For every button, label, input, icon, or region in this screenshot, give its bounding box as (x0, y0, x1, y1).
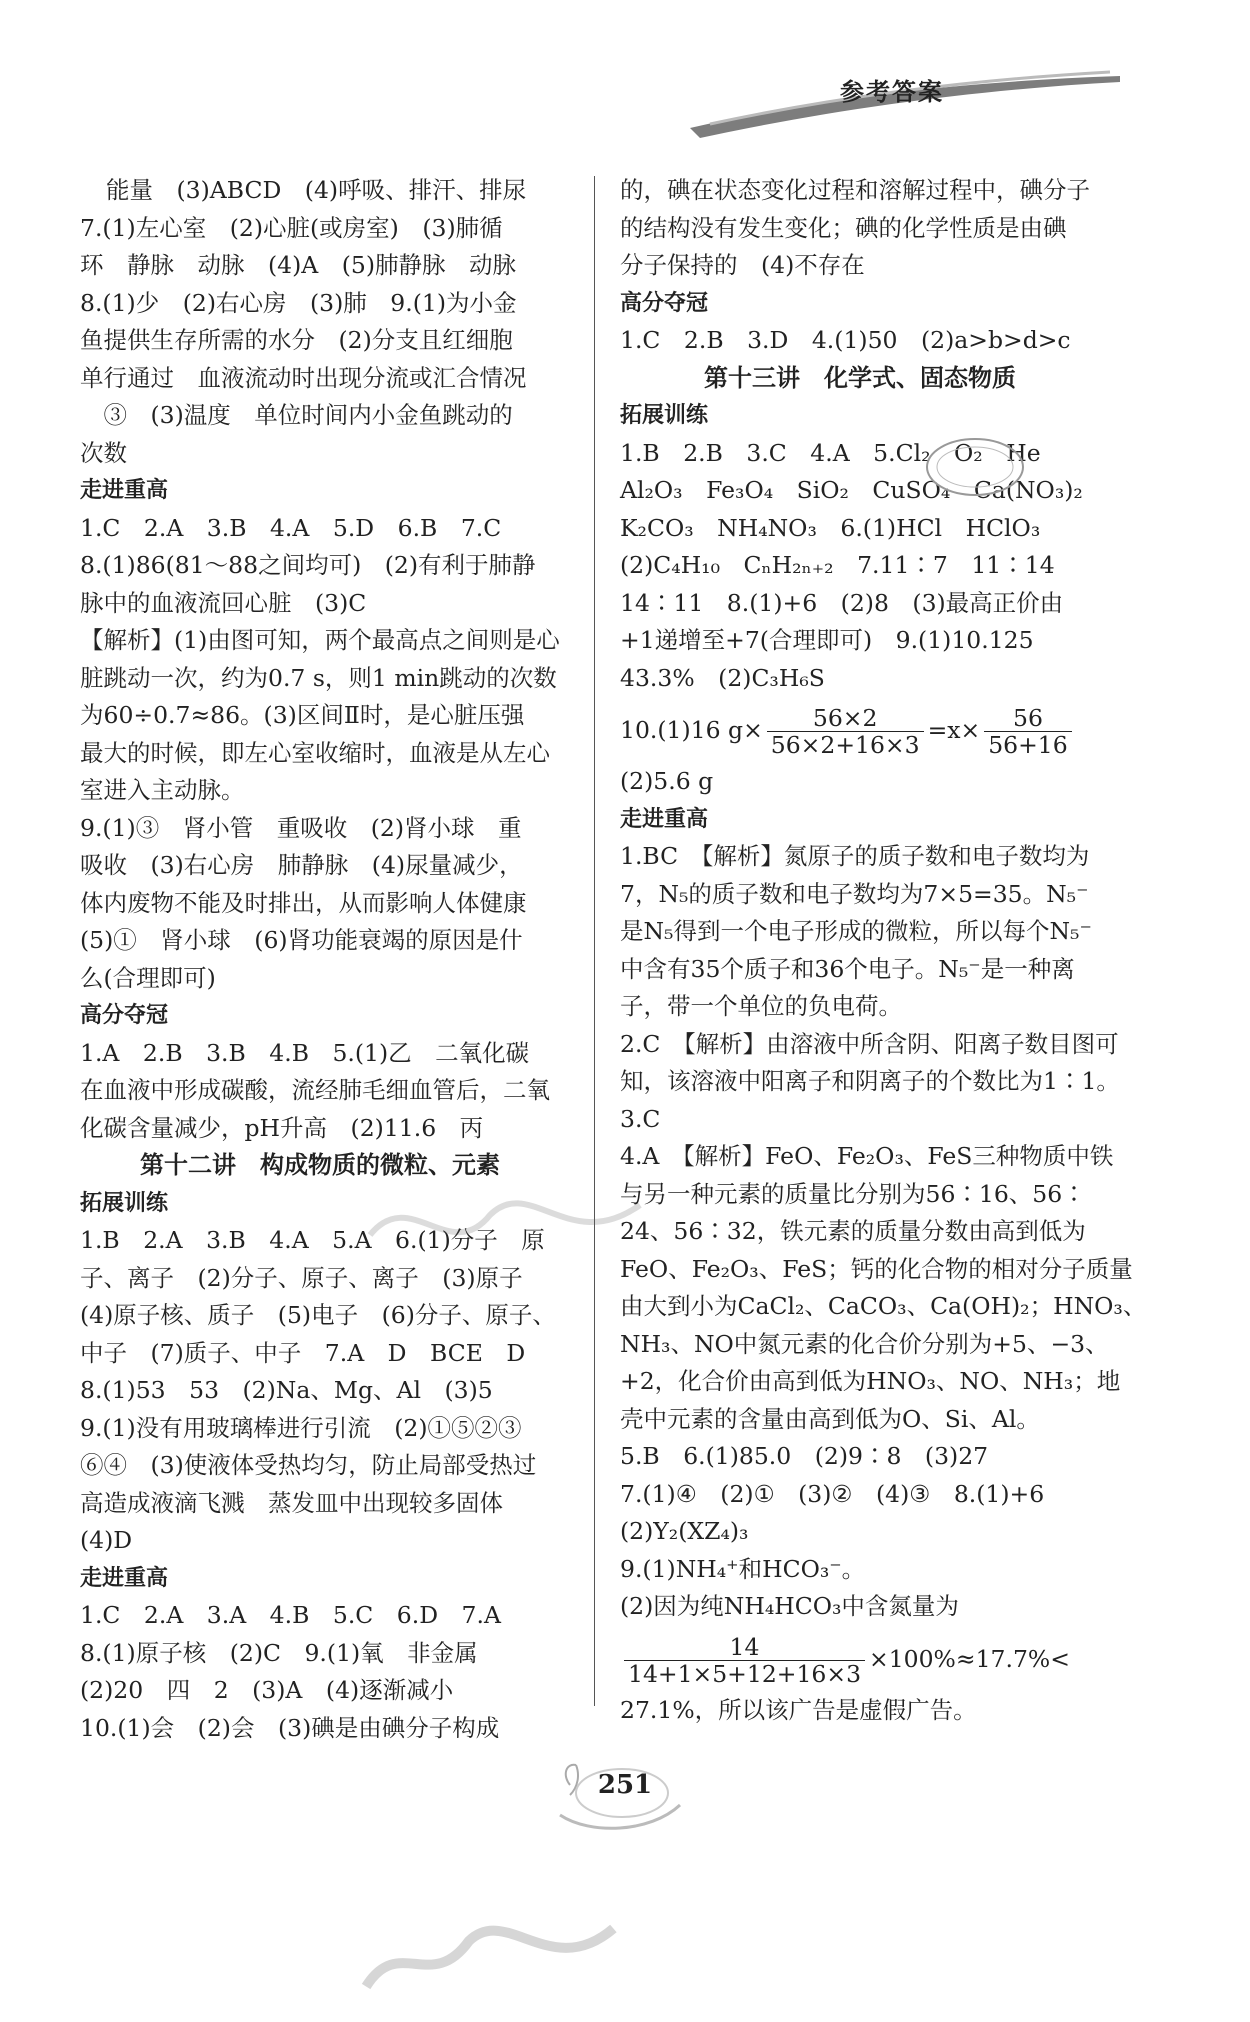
answer-line: (2)C₄H₁₀ CₙH₂ₙ₊₂ 7.11∶7 11∶14 (620, 551, 1055, 579)
answer-line: 43.3% (2)C₃H₆S (620, 663, 825, 692)
answer-line: 吸收 (3)右心房 肺静脉 (4)尿量减少， (80, 851, 523, 879)
answer-line: 为60÷0.7≈86。(3)区间Ⅱ时，是心脏压强 (80, 701, 525, 729)
answer-line: 2.C 【解析】由溶液中所含阴、阳离子数目图可 (620, 1029, 1119, 1058)
answer-line: 么(合理即可) (80, 963, 216, 992)
answer-line: 知，该溶液中阳离子和阴离子的个数比为1∶1。 (620, 1067, 1120, 1095)
answer-line: 次数 (80, 438, 127, 467)
answer-line: 7.(1)左心室 (2)心脏(或房室) (3)肺循 (80, 213, 503, 242)
page-number: 251 (597, 1770, 653, 1800)
answer-line: (4)原子核、质子 (5)电子 (6)分子、原子、 (80, 1301, 556, 1329)
answer-line: 27.1%，所以该广告是虚假广告。 (620, 1695, 977, 1724)
answer-line: 室进入主动脉。 (80, 776, 245, 804)
answer-line: 鱼提供生存所需的水分 (2)分支且红细胞 (80, 326, 513, 354)
answer-line: 24、56∶32，铁元素的质量分数由高到低为 (620, 1217, 1086, 1245)
answer-line: (2)20 四 2 (3)A (4)逐渐减小 (80, 1676, 454, 1704)
formula-middle: =x× (927, 716, 981, 744)
answer-line: 化碳含量减少，pH升高 (2)11.6 丙 (80, 1113, 484, 1142)
section-heading: 拓展训练 (80, 1190, 169, 1216)
answer-line: (2)因为纯NH₄HCO₃中含氮量为 (620, 1592, 959, 1620)
answer-line: (2)5.6 g (620, 767, 714, 795)
fraction (767, 705, 924, 758)
fraction (984, 705, 1072, 758)
answer-line: NH₃、NO中氮元素的化合价分别为+5、−3、 (620, 1329, 1109, 1358)
answer-line: 脏跳动一次，约为0.7 s，则1 min跳动的次数 (80, 663, 557, 692)
answer-line: 中含有35个质子和36个电子。N₅⁻是一种离 (620, 954, 1075, 983)
section-heading: 拓展训练 (620, 403, 709, 428)
answer-line: +1递增至+7(合理即可) 9.(1)10.125 (620, 626, 1034, 654)
answer-line: 8.(1)原子核 (2)C 9.(1)氧 非金属 (80, 1638, 478, 1667)
answer-line: 1.A 2.B 3.B 4.B 5.(1)乙 二氧化碳 (80, 1038, 530, 1067)
left-column (80, 172, 560, 1747)
answer-line: 由大到小为CaCl₂、CaCO₃、Ca(OH)₂；HNO₃、 (620, 1292, 1147, 1320)
answer-line: 8.(1)53 53 (2)Na、Mg、Al (3)5 (80, 1376, 493, 1404)
fraction-denominator: 56+16 (988, 731, 1068, 759)
answer-line: FeO、Fe₂O₃、FeS；钙的化合物的相对分子质量 (620, 1254, 1133, 1283)
answer-line: 是N₅得到一个电子形成的微粒，所以每个N₅⁻ (620, 917, 1092, 945)
answer-line: (4)D (80, 1526, 133, 1554)
formula-prefix: 10.(1)16 g× (620, 716, 763, 744)
answer-line: 5.B 6.(1)85.0 (2)9∶8 (3)27 (620, 1442, 989, 1470)
answer-line: 1.B 2.A 3.B 4.A 5.A 6.(1)分子 原 (80, 1226, 545, 1254)
answer-line: ③ (3)温度 单位时间内小金鱼跳动的 (80, 401, 513, 429)
fraction-numerator: 14 (624, 1634, 865, 1661)
answer-line: ⑥④ (3)使液体受热均匀，防止局部受热过 (80, 1451, 537, 1479)
answer-line: 的，碘在状态变化过程和溶解过程中，碘分子 (620, 176, 1090, 204)
answer-line: 脉中的血液流回心脏 (3)C (80, 588, 367, 617)
answer-line: 9.(1)没有用玻璃棒进行引流 (2)①⑤②③ (80, 1413, 522, 1442)
header-title: 参考答案 (840, 78, 944, 106)
answer-line: 在血液中形成碳酸，流经肺毛细血管后，二氧 (80, 1076, 550, 1104)
answer-line: +2，化合价由高到低为HNO₃、NO、NH₃；地 (620, 1367, 1121, 1395)
section-heading: 走进重高 (80, 478, 169, 503)
formula-suffix: ×100%≈17.7%< (869, 1644, 1070, 1673)
right-column (620, 172, 1147, 1729)
answer-line: 1.B 2.B 3.C 4.A 5.Cl₂ O₂ He (620, 438, 1041, 467)
answer-line: 高造成液滴飞溅 蒸发皿中出现较多固体 (80, 1488, 503, 1517)
answer-line: 壳中元素的含量由高到低为O、Si、Al。 (620, 1404, 1040, 1433)
formula-line (620, 1626, 1100, 1692)
answer-line: 分子保持的 (4)不存在 (620, 251, 865, 279)
answer-line: 3.C (620, 1104, 661, 1133)
answer-line: (2)Y₂(XZ₄)₃ (620, 1517, 749, 1545)
answer-line: 8.(1)少 (2)右心房 (3)肺 9.(1)为小金 (80, 288, 517, 317)
answer-line: 体内废物不能及时排出，从而影响人体健康 (80, 888, 527, 917)
lecture-title: 第十三讲 化学式、固态物质 (704, 363, 1016, 392)
fraction-denominator: 14+1×5+12+16×3 (628, 1659, 862, 1688)
answer-line: 【解析】(1)由图可知，两个最高点之间则是心 (80, 626, 560, 654)
answer-line: 单行通过 血液流动时出现分流或汇合情况 (80, 363, 527, 392)
answer-line: 10.(1)会 (2)会 (3)碘是由碘分子构成 (80, 1713, 500, 1742)
fraction-numerator: 56 (984, 705, 1072, 732)
section-heading: 高分夺冠 (620, 290, 709, 316)
answer-line: 9.(1)③ 肾小管 重吸收 (2)肾小球 重 (80, 813, 522, 842)
section-heading: 高分夺冠 (80, 1003, 169, 1028)
answer-line: 的结构没有发生变化；碘的化学性质是由碘 (620, 213, 1067, 242)
answer-line: 1.BC 【解析】氮原子的质子数和电子数均为 (620, 842, 1090, 870)
fraction-numerator: 56×2 (767, 705, 924, 732)
fraction-denominator: 56×2+16×3 (770, 731, 920, 759)
section-heading: 走进重高 (620, 806, 709, 832)
formula-line (620, 697, 1100, 763)
stamp-icon (920, 432, 1030, 502)
column-divider (594, 176, 595, 1706)
answer-line: 14∶11 8.(1)+6 (2)8 (3)最高正价由 (620, 588, 1064, 617)
answer-line: 环 静脉 动脉 (4)A (5)肺静脉 动脉 (80, 251, 517, 279)
watermark-icon (357, 1903, 622, 2021)
answer-line: 与另一种元素的质量比分别为56∶16、56∶ (620, 1179, 1086, 1208)
answer-line: 最大的时候，即左心室收缩时，血液是从左心 (80, 738, 550, 767)
answer-line: 9.(1)NH₄⁺和HCO₃⁻。 (620, 1554, 866, 1583)
answer-line: (5)① 肾小球 (6)肾功能衰竭的原因是什 (80, 926, 523, 954)
answer-line: 子，带一个单位的负电荷。 (620, 992, 902, 1020)
answer-line: 4.A 【解析】FeO、Fe₂O₃、FeS三种物质中铁 (620, 1142, 1114, 1170)
answer-line: 1.C 2.A 3.A 4.B 5.C 6.D 7.A (80, 1601, 501, 1629)
watermark-stamp-icon (360, 1175, 650, 1285)
answer-line: 1.C 2.B 3.D 4.(1)50 (2)a>b>d>c (620, 326, 1071, 354)
answer-line: 子、离子 (2)分子、原子、离子 (3)原子 (80, 1263, 523, 1292)
answer-line: 1.C 2.A 3.B 4.A 5.D 6.B 7.C (80, 513, 502, 542)
answer-line: 7，N₅的质子数和电子数均为7×5=35。N₅⁻ (620, 879, 1089, 908)
answer-line: 7.(1)④ (2)① (3)② (4)③ 8.(1)+6 (620, 1479, 1045, 1508)
answer-line: Al₂O₃ Fe₃O₄ SiO₂ CuSO₄ Ca(NO₃)₂ (620, 476, 1083, 504)
answer-line: 能量 (3)ABCD (4)呼吸、排汗、排尿 (106, 176, 527, 204)
lecture-title: 第十二讲 构成物质的微粒、元素 (140, 1151, 500, 1179)
fraction (624, 1634, 865, 1687)
answer-line: K₂CO₃ NH₄NO₃ 6.(1)HCl HClO₃ (620, 513, 1041, 542)
answer-line: 中子 (7)质子、中子 7.A D BCE D (80, 1338, 526, 1367)
answer-line: 8.(1)86(81～88之间均可) (2)有利于肺静 (80, 551, 536, 579)
section-heading: 走进重高 (80, 1565, 169, 1591)
